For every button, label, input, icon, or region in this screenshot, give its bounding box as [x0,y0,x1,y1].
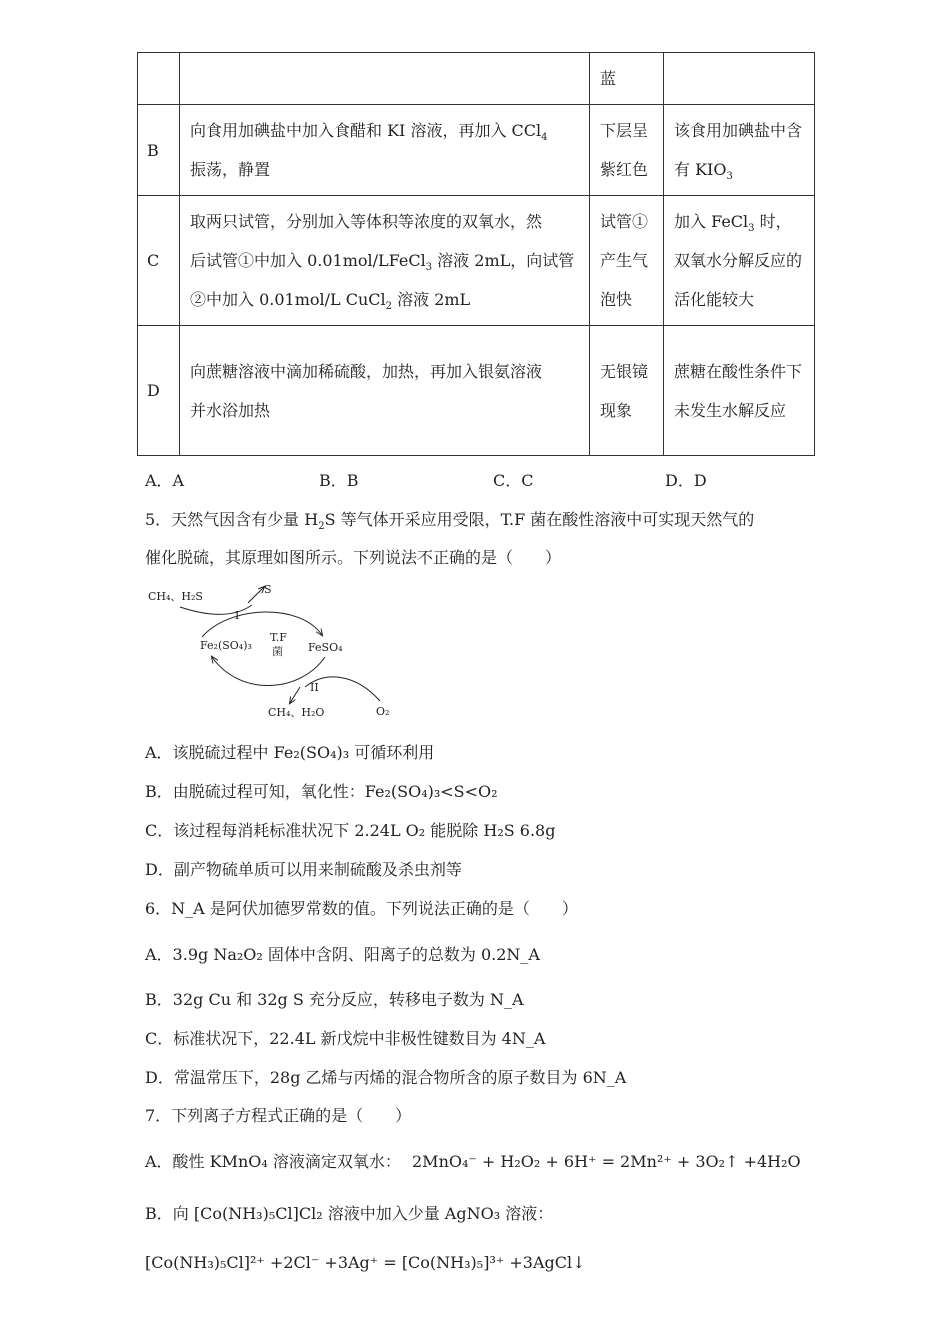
q6-option-a[interactable]: A．3.9g Na₂O₂ 固体中含阴、阳离子的总数为 0.2N_A [145,945,540,964]
arrow-s-out [248,587,264,603]
q6-option-b[interactable]: B．32g Cu 和 32g S 充分反应，转移电子数为 N_A [145,990,524,1009]
phenomenon-cell: 蓝 [590,53,664,105]
q6-option-d[interactable]: D．常温常压下，28g 乙烯与丙烯的混合物所含的原子数目为 6N_A [145,1068,627,1087]
q7-stem: 7．下列离子方程式正确的是（ ） [145,1106,412,1125]
operation-cell: 向食用加碘盐中加入食醋和 KI 溶液，再加入 CCl$_4$ 振荡，静置 [180,105,590,196]
q6-option-c[interactable]: C．标准状况下，22.4L 新戊烷中非极性键数目为 4N_A [145,1029,546,1048]
arrow-step-1 [202,612,322,637]
label-ch4-h2o-out: CH₄、H₂O [268,706,325,719]
q5-stem-line2: 催化脱硫，其原理如图所示。下列说法不正确的是（ ） [145,548,562,567]
table-row [138,196,815,326]
arrow-out-bottom [290,687,300,703]
q4-options [145,468,805,490]
table-row [138,326,815,456]
label-o2-in: O₂ [376,705,390,718]
q7-option-b-text: B．向 [Co(NH₃)₅Cl]Cl₂ 溶液中加入少量 AgNO₃ 溶液： [145,1204,554,1223]
label-step-2: II [310,681,319,694]
operation-cell [180,53,590,105]
row-label: D [138,326,180,456]
phenomenon-cell: 无银镜现象 [590,326,664,456]
option-d[interactable]: D．D [665,471,707,490]
label-feso4: FeSO₄ [308,641,343,654]
label-s-out: S [264,583,272,596]
q7-option-a-text: A．酸性 KMnO₄ 溶液滴定双氧水： [145,1152,401,1171]
q7-option-b-equation: [Co(NH₃)₅Cl]²⁺ +2Cl⁻ +3Ag⁺ = [Co(NH₃)₅]³⁺ +3AgCl↓ [145,1253,586,1272]
q7-option-a-equation: 2MnO₄⁻ + H₂O₂ + 6H⁺ = 2Mn²⁺ + 3O₂↑ +4H₂O [412,1152,801,1171]
operation-cell: 向蔗糖溶液中滴加稀硫酸，加热，再加入银氨溶液 并水浴加热 [180,326,590,456]
arrow-step-2 [212,657,325,686]
label-bacteria: 菌 [272,645,283,658]
q5-option-d[interactable]: D．副产物硫单质可以用来制硫酸及杀虫剂等 [145,860,462,879]
q5-stem-line1: 5．天然气因含有少量 $H_2S$ 等气体开采应用受限，T.F 菌在酸性溶液中可实现天然气的 [145,510,755,533]
desulfurization-cycle-diagram [140,575,400,725]
phenomenon-cell: 试管①产生气泡快 [590,196,664,326]
conclusion-cell: 蔗糖在酸性条件下未发生水解反应 [664,326,815,456]
q7-option-a[interactable] [145,1149,801,1172]
q6-stem: 6．N_A 是阿伏加德罗常数的值。下列说法正确的是（ ） [145,899,578,918]
q7-option-b[interactable] [145,1201,553,1224]
conclusion-cell: 加入 FeCl$_3$ 时，双氧水分解反应的活化能较大 [664,196,815,326]
label-fe2so43: Fe₂(SO₄)₃ [200,639,252,652]
q5-option-b[interactable]: B．由脱硫过程可知，氧化性：Fe₂(SO₄)₃<S<O₂ [145,782,498,801]
option-c[interactable]: C．C [493,471,534,490]
row-label: B [138,105,180,196]
label-tf: T.F [270,631,287,644]
phenomenon-cell: 下层呈紫红色 [590,105,664,196]
q5-option-a[interactable]: A．该脱硫过程中 Fe₂(SO₄)₃ 可循环利用 [145,743,435,762]
arrow-in-top [180,605,252,614]
row-label [138,53,180,105]
option-b[interactable]: B．B [319,471,359,490]
conclusion-cell: 该食用加碘盐中含有 $KIO_3$ [664,105,815,196]
label-ch4-h2s-in: CH₄、H₂S [148,590,203,603]
table-row [138,105,815,196]
conclusion-cell [664,53,815,105]
q5-option-c[interactable]: C．该过程每消耗标准状况下 2.24L O₂ 能脱除 H₂S 6.8g [145,821,556,840]
operation-cell: 取两只试管，分别加入等体积等浓度的双氧水，然 后试管①中加入 0.01mol/LFeCl$_3$ 溶液 2mL，向试管 ②中加入 0.01mol/L CuCl$_2$ 溶液 2mL [180,196,590,326]
label-step-1: I [235,609,240,622]
option-a[interactable]: A．A [145,471,185,490]
table-row [138,53,815,105]
row-label: C [138,196,180,326]
experiment-table [137,52,815,456]
